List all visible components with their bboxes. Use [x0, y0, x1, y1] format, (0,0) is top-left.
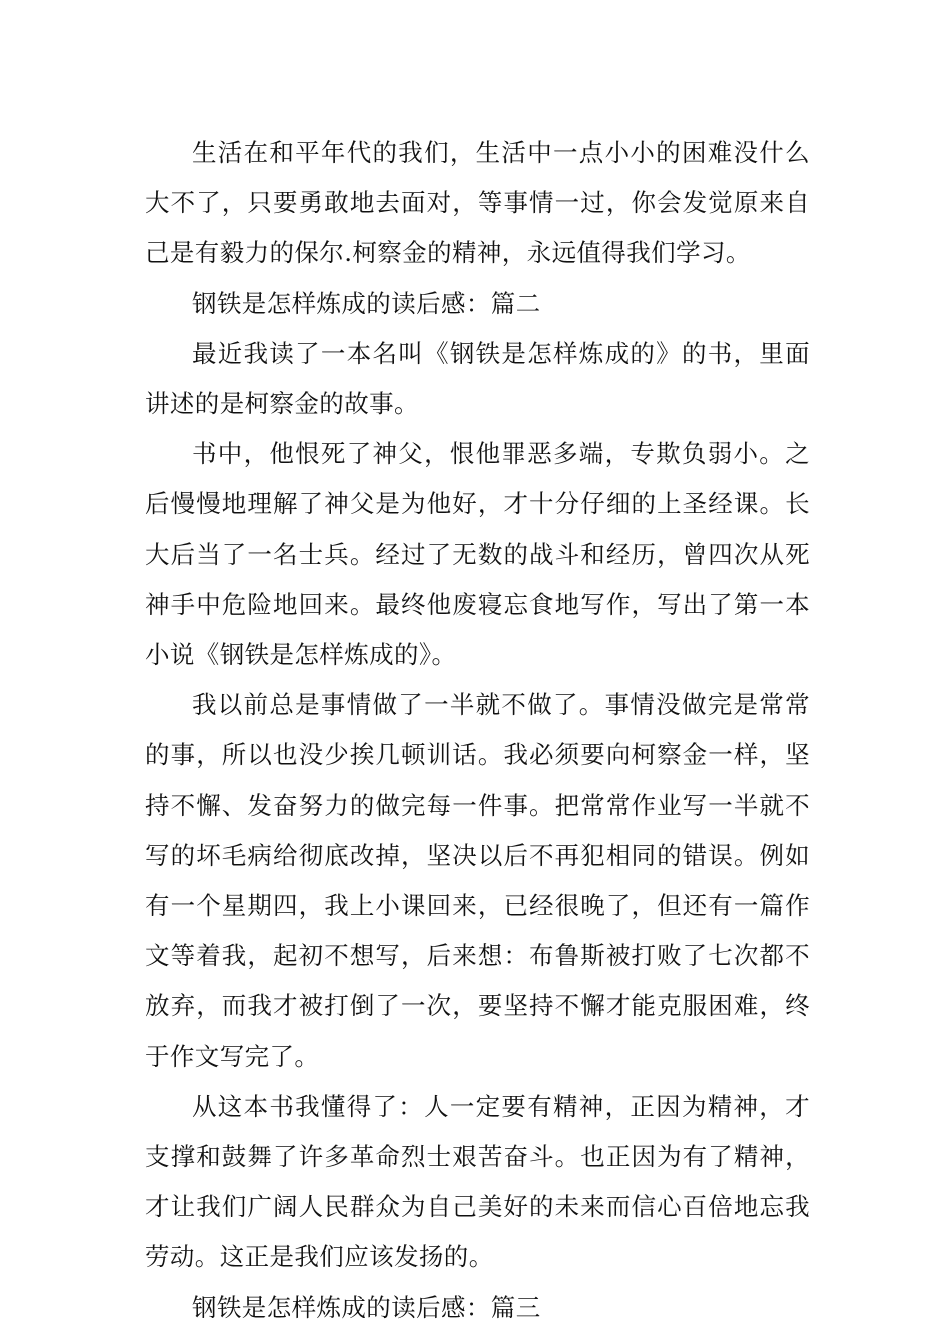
section-heading-part-two: 钢铁是怎样炼成的读后感：篇二: [192, 288, 541, 318]
paragraph-story-summary: 书中，他恨死了神父，恨他罪恶多端，专欺负弱小。之后慢慢地理解了神父是为他好，才十分仔细的上圣经课。长大后当了一名士兵。经过了无数的战斗和经历，曾四次从死神手中危险地回来。最终他废寝忘食地写作，写出了第一本小说《钢铁是怎样炼成的》。: [145, 439, 810, 670]
document-body: [145, 128, 810, 1333]
paragraph-intro-conclusion: 生活在和平年代的我们，生活中一点小小的困难没什么大不了，只要勇敢地去面对，等事情一过，你会发觉原来自己是有毅力的保尔.柯察金的精神，永远值得我们学习。: [145, 138, 810, 268]
section-heading-part-three: 钢铁是怎样炼成的读后感：篇三: [192, 1292, 541, 1322]
paragraph-lesson-learned: 从这本书我懂得了：人一定要有精神，正因为精神，才支撑和鼓舞了许多革命烈士艰苦奋斗。也正因为有了精神，才让我们广阔人民群众为自己美好的未来而信心百倍地忘我劳动。这正是我们应该发扬的。: [145, 1091, 810, 1272]
paragraph-personal-reflection: 我以前总是事情做了一半就不做了。事情没做完是常常的事，所以也没少挨几顿训话。我必须要向柯察金一样，坚持不懈、发奋努力的做完每一件事。把常常作业写一半就不写的坏毛病给彻底改掉，坚决以后不再犯相同的错误。例如有一个星期四，我上小课回来，已经很晚了，但还有一篇作文等着我，起初不想写，后来想：布鲁斯被打败了七次都不放弃，而我才被打倒了一次，要坚持不懈才能克服困难，终于作文写完了。: [145, 690, 810, 1071]
paragraph-book-intro: 最近我读了一本名叫《钢铁是怎样炼成的》的书，里面讲述的是柯察金的故事。: [145, 338, 810, 419]
